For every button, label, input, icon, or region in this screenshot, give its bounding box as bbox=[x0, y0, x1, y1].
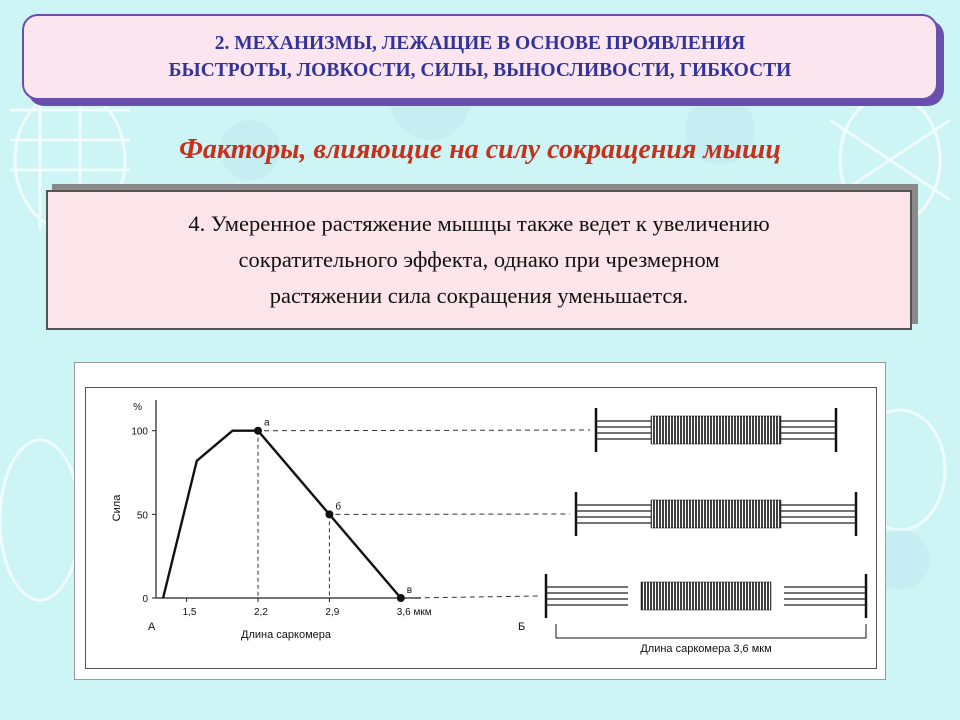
y-tick-label: 50 bbox=[136, 510, 148, 522]
force-length-figure bbox=[86, 388, 876, 668]
chart-axes bbox=[111, 400, 432, 641]
figure-frame bbox=[74, 362, 886, 680]
sarcomere-row bbox=[335, 492, 856, 536]
x-tick-label: 3,6 мкм bbox=[396, 607, 432, 618]
slide-subtitle: Факторы, влияющие на силу сокращения мышц bbox=[179, 134, 781, 165]
x-axis-label: Длина саркомера bbox=[241, 629, 331, 641]
x-tick-label: 2,2 bbox=[254, 607, 268, 618]
y-tick-label: 0 bbox=[142, 594, 148, 605]
y-axis-label: Сила bbox=[111, 494, 123, 522]
data-point bbox=[325, 510, 333, 518]
sarcomere-row bbox=[407, 574, 866, 618]
slide-title-line-1: 2. МЕХАНИЗМЫ, ЛЕЖАЩИЕ В ОСНОВЕ ПРОЯВЛЕНИЯ bbox=[214, 33, 746, 54]
slide-title-line-2: БЫСТРОТЫ, ЛОВКОСТИ, СИЛЫ, ВЫНОСЛИВОСТИ, ГИБКОСТИ bbox=[168, 60, 792, 81]
sarcomere-caption: Длина саркомера 3,6 мкм bbox=[640, 643, 772, 655]
figure-panel bbox=[85, 387, 877, 669]
guide-line-horizontal bbox=[407, 596, 540, 598]
myosin-band bbox=[651, 500, 781, 528]
explanation-line-1: 4. Умеренное растяжение мышцы также ведет к увеличению bbox=[188, 211, 770, 236]
chart-content bbox=[163, 418, 412, 602]
panel-b-label: Б bbox=[518, 621, 526, 633]
y-tick-label: 100 bbox=[131, 426, 148, 438]
slide-title-box bbox=[22, 14, 938, 100]
explanation-line-3: растяжении сила сокращения уменьшается. bbox=[269, 283, 689, 308]
x-tick-label: 1,5 bbox=[182, 607, 197, 618]
explanation-line-2: сократительного эффекта, однако при чрезмерном bbox=[238, 247, 720, 272]
y-unit-label: % bbox=[133, 402, 142, 413]
data-point-label: а bbox=[264, 417, 270, 429]
myosin-band bbox=[641, 582, 771, 610]
panel-a-label: А bbox=[148, 621, 156, 633]
data-point bbox=[397, 594, 405, 602]
myosin-band bbox=[651, 416, 781, 444]
sarcomere-row bbox=[264, 408, 836, 452]
data-point-label: в bbox=[406, 585, 413, 596]
data-point bbox=[254, 427, 262, 435]
x-tick-label: 2,9 bbox=[325, 607, 340, 618]
data-point-label: б bbox=[335, 501, 342, 513]
explanation-text-box bbox=[46, 190, 912, 330]
sarcomere-diagrams bbox=[264, 408, 866, 655]
guide-line-horizontal bbox=[264, 430, 590, 431]
